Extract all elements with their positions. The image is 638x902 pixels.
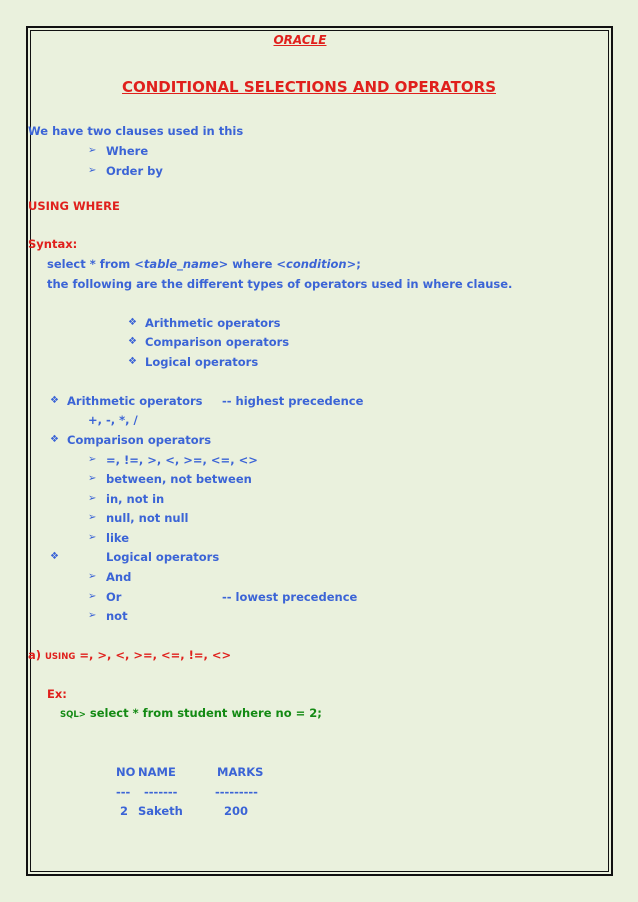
logical-item-and: And xyxy=(106,570,132,584)
col-separator: --------- xyxy=(215,785,258,799)
logical-precedence: -- lowest precedence xyxy=(222,590,358,604)
comparison-label: Comparison operators xyxy=(67,433,212,447)
arithmetic-ops: +, -, *, / xyxy=(88,413,138,427)
comparison-item: =, !=, >, <, >=, <=, <> xyxy=(106,453,258,467)
header-title: ORACLE xyxy=(273,33,327,47)
syntax-label: Syntax: xyxy=(28,237,78,251)
syntax-note: the following are the different types of operators used in where clause. xyxy=(47,277,513,291)
arrow-bullet-icon: ➢ xyxy=(88,145,97,156)
arrow-bullet-icon: ➢ xyxy=(88,473,97,484)
syntax-condition: <condition> xyxy=(276,257,357,271)
operator-type-logical: Logical operators xyxy=(145,355,259,369)
arrow-bullet-icon: ➢ xyxy=(88,512,97,523)
table-cell-no: 2 xyxy=(120,804,129,818)
syntax-semicolon: ; xyxy=(356,257,361,271)
diamond-bullet-icon: ❖ xyxy=(128,356,137,367)
intro-text: We have two clauses used in this xyxy=(28,124,244,138)
table-cell-marks: 200 xyxy=(224,804,249,818)
sql-query: select * from student where no = 2; xyxy=(89,706,322,720)
arrow-bullet-icon: ➢ xyxy=(88,454,97,465)
comparison-item: in, not in xyxy=(106,492,165,506)
arrow-bullet-icon: ➢ xyxy=(88,165,97,176)
section-a-heading: a) USING =, >, <, >=, <=, !=, <> xyxy=(28,648,232,662)
syntax-where: where xyxy=(228,257,277,271)
comparison-item: between, not between xyxy=(106,472,252,486)
diamond-bullet-icon: ❖ xyxy=(128,317,137,328)
arithmetic-precedence: -- highest precedence xyxy=(222,394,364,408)
col-header-name: NAME xyxy=(138,765,176,779)
diamond-bullet-icon: ❖ xyxy=(50,551,59,562)
logical-item-not: not xyxy=(106,609,128,623)
using-where-heading: USING WHERE xyxy=(28,199,120,213)
arrow-bullet-icon: ➢ xyxy=(88,571,97,582)
col-header-marks: MARKS xyxy=(217,765,264,779)
diamond-bullet-icon: ❖ xyxy=(50,434,59,445)
operator-type-comparison: Comparison operators xyxy=(145,335,290,349)
operator-type-arithmetic: Arithmetic operators xyxy=(145,316,281,330)
comparison-item: null, not null xyxy=(106,511,189,525)
intro-item-where: Where xyxy=(106,144,149,158)
logical-item-or: Or xyxy=(106,590,122,604)
sql-example xyxy=(60,706,322,722)
diamond-bullet-icon: ❖ xyxy=(50,395,59,406)
sql-prompt: SQL> xyxy=(60,710,86,720)
col-header-no: NO xyxy=(116,765,136,779)
arithmetic-label: Arithmetic operators xyxy=(67,394,203,408)
comparison-item: like xyxy=(106,531,130,545)
syntax-table-name: <table_name> xyxy=(134,257,229,271)
diamond-bullet-icon: ❖ xyxy=(128,336,137,347)
syntax-select: select * from xyxy=(47,257,135,271)
intro-item-order-by: Order by xyxy=(106,164,163,178)
arrow-bullet-icon: ➢ xyxy=(88,610,97,621)
example-label: Ex: xyxy=(47,687,67,701)
logical-label: Logical operators xyxy=(106,550,220,564)
table-cell-name: Saketh xyxy=(138,804,183,818)
main-title: CONDITIONAL SELECTIONS AND OPERATORS xyxy=(121,78,497,96)
arrow-bullet-icon: ➢ xyxy=(88,493,97,504)
col-separator: ------- xyxy=(144,785,178,799)
syntax-line xyxy=(47,257,361,271)
arrow-bullet-icon: ➢ xyxy=(88,532,97,543)
arrow-bullet-icon: ➢ xyxy=(88,591,97,602)
col-separator: --- xyxy=(116,785,131,799)
